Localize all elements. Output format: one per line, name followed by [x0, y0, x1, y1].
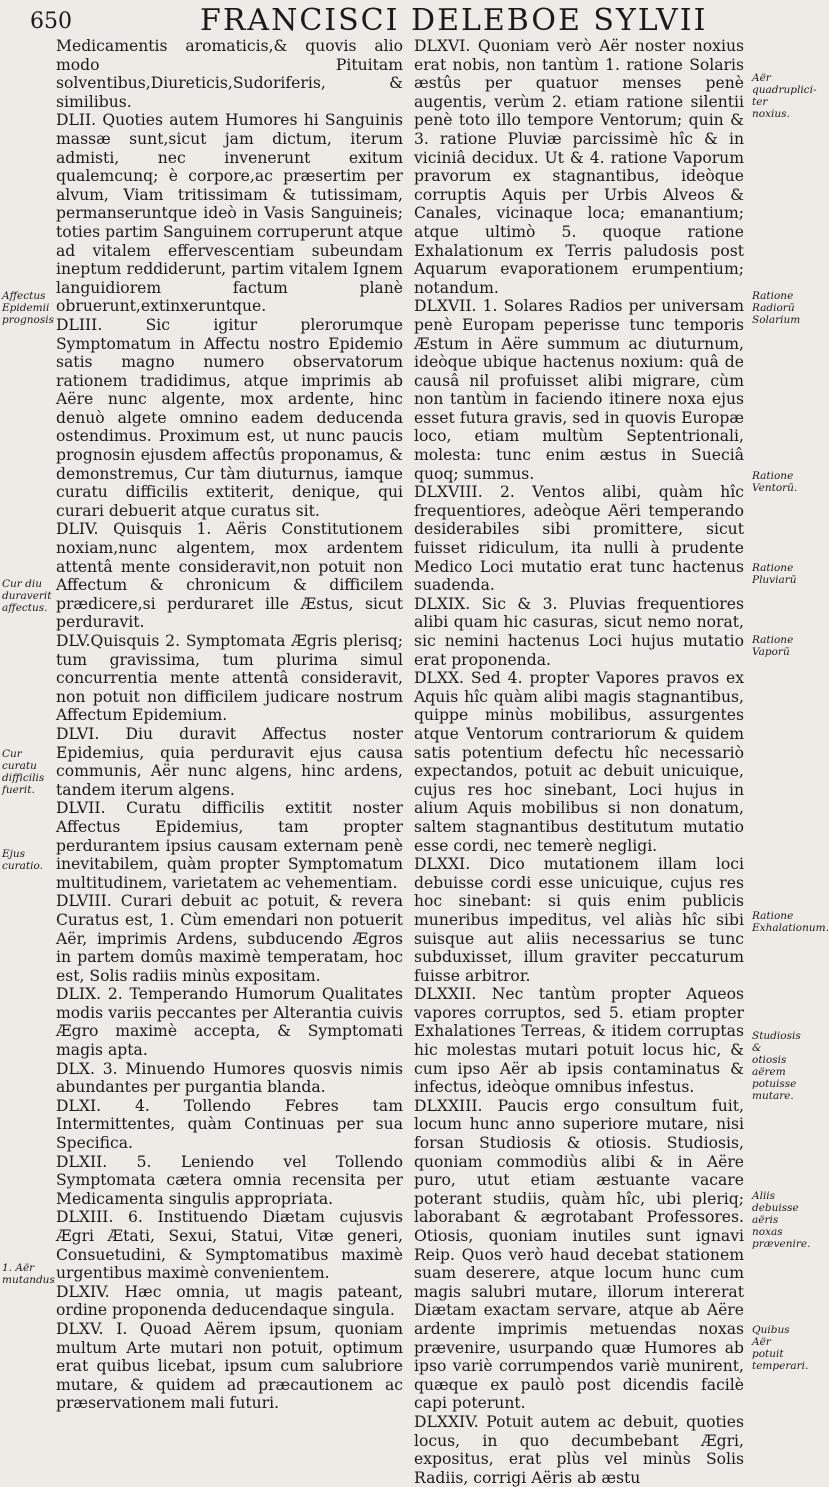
- paragraph: DLXVI. Quoniam verò Aër noster noxius erat nobis, non tantùm 1. ratione Solaris æstûs per quatuor menses penè augentis, verùm 2. etiam ratione silentii penè toto illo tempore Ventorum; quin & 3. ratione Pluviæ parcissimè hîc & in viciniâ decidux. Ut & 4. ratione Vaporum pravorum ex stagnantibus, ideòque corruptis Aquis per Urbis Alveos & Canales, vicinaque loca; emanantium; atque ultimò 5. quoque ratione Exhalationum ex Terris paludosis post Aquarum evaporationem erumpentium; notandum.: [414, 37, 744, 297]
- paragraph: DLXV. I. Quoad Aërem ipsum, quoniam multum Arte mutari non potuit, optimum erat quibus licebat, ipsum cum salubriore mutare, & quidem ad præcautionem ac præservationem mali futuri.: [56, 1319, 403, 1413]
- paragraph: DLXVIII. 2. Ventos alibi, quàm hîc frequentiores, adeòque Aëri temperando desiderabiles sibi promittere, sicut fuisset ridiculum, ita nulli à prudente Medico Loci mutatio erat tunc hactenus suadenda.: [414, 483, 744, 595]
- paragraph: DLXIII. 6. Instituendo Diætam cujusvis Ægri Ætati, Sexui, Statui, Vitæ generi, Consuetudini, & Symptomatibus maximè urgentibus maximè convenientem.: [56, 1208, 403, 1283]
- running-title: FRANCISCI DELEBOE SYLVII: [200, 3, 708, 38]
- margin-note: Quibus Aër potuit temperari.: [752, 1324, 809, 1372]
- paragraph: DLXI. 4. Tollendo Febres tam Intermittentes, quàm Continuas per sua Specifica.: [56, 1096, 403, 1153]
- margin-note: 1. Aër mutandus: [2, 1262, 55, 1286]
- paragraph: DLIX. 2. Temperando Humorum Qualitates modis variis peccantes per Alterantia cuivis Ægro maximè accepta, & Symptomati magis apta.: [56, 985, 403, 1060]
- margin-note: Ratione Radiorū Solarium: [752, 290, 801, 326]
- margin-note: Cur curatu difficilis fuerit.: [2, 748, 45, 796]
- margin-note: Ratione Ventorū.: [752, 470, 798, 494]
- margin-note: Studiosis & otiosis aërem potuisse mutare.: [752, 1030, 801, 1102]
- paragraph: DLVI. Diu duravit Affectus noster Epidemius, quia perduravit ejus causa communis, Aër nunc algens, hinc ardens, tandem iterum algens.: [56, 724, 403, 799]
- paragraph: DLXXI. Dico mutationem illam loci debuisse cordi esse unicuique, cujus res hoc sinebant: si quis enim publicis muneribus impeditus, vel aliàs hîc sibi suisque aut aliis necessarius se tunc subduxisset, illum graviter peccaturum fuisse arbitror.: [414, 855, 744, 985]
- paragraph: DLVII. Curatu difficilis extitit noster Affectus Epidemius, tam propter perdurantem ipsius causam externam penè inevitabilem, quàm propter Symptomatum multitudinem, varietatem ac vehementiam.: [56, 799, 403, 892]
- paragraph: DLVIII. Curari debuit ac potuit, & revera Curatus est, 1. Cùm emendari non potuerit Aër, imprimis Ardens, subducendo Ægros in partem domûs maximè temperatam, hoc est, Solis radiis minùs expositam.: [56, 892, 403, 985]
- margin-note: Cur diu duraverit affectus.: [2, 578, 52, 614]
- page-header: [30, 3, 780, 37]
- paragraph: DLXXII. Nec tantùm propter Aqueos vapores corruptos, sed 5. etiam propter Exhalationes Terreas, & itidem corruptas hic molestas mutari potuit locus hic, & cum ipso Aër ab ipsis contaminatus & infectus, ideòque omnibus infestus.: [414, 985, 744, 1097]
- page-number: 650: [30, 9, 72, 34]
- margin-note: Ratione Exhalationum.: [752, 910, 829, 934]
- left-column: [56, 37, 403, 1413]
- paragraph: DLXXIV. Potuit autem ac debuit, quoties locus, in quo decumbebant Ægri, expositus, erat plùs vel minùs Solis Radiis, corrigi Aëris ab æstu: [414, 1412, 744, 1487]
- paragraph: DLIV. Quisquis 1. Aëris Constitutionem noxiam,nunc algentem, mox ardentem attentâ mente consideravit,non potuit non Affectum & chronicum & difficilem prædicere,si perduraret ille Æstus, sicut perduravit.: [56, 520, 403, 632]
- right-column: [414, 37, 744, 1487]
- paragraph: DLXII. 5. Leniendo vel Tollendo Symptomata cætera omnia recensita per Medicamenta singulis appropriata.: [56, 1152, 403, 1208]
- margin-note: Affectus Epidemii prognosis: [2, 290, 55, 326]
- margin-note: Ratione Vaporū: [752, 634, 794, 658]
- paragraph: DLIII. Sic igitur plerorumque Symptomatum in Affectu nostro Epidemio satis magno numero observatorum rationem tradidimus, atque imprimis ab Aëre nunc algente, mox ardente, hinc denuò algete omnino eadem deducenda ostendimus. Proximum est, ut nunc paucis prognosin ejusdem affectûs proponamus, & demonstremus, Cur tàm diuturnus, iamque curatu difficilis extiterit, denique, qui curari debuerit atque curatus sit.: [56, 315, 403, 520]
- paragraph: DLV.Quisquis 2. Symptomata Ægris plerisq; tum gravissima, tum plurima simul concurrentia mente attentâ consideravit, non potuit non difficilem judicare nostrum Affectum Epidemium.: [56, 632, 403, 725]
- paragraph: Medicamentis aromaticis,& quovis alio modo Pituitam solventibus,Diureticis,Sudoriferis, & similibus.: [56, 37, 403, 111]
- paragraph: DLXIV. Hæc omnia, ut magis pateant, ordine proponenda deducendaque singula.: [56, 1282, 403, 1320]
- paragraph: DLII. Quoties autem Humores hi Sanguinis massæ sunt,sicut jam dictum, iterum admisti, nec invenerunt exitum qualemcunq; è corpore,ac præsertim per alvum, Viam tritissimam & tutissimam, permanseruntque ideò in Vasis Sanguineis; toties partim Sanguinem corruperunt atque ad vitalem effervescentiam subeundam ineptum reddiderunt, partim vitalem Ignem languidiorem factum planè obruerunt,extinxeruntque.: [56, 111, 403, 316]
- paragraph: DLXIX. Sic & 3. Pluvias frequentiores alibi quam hic casuras, sicut nemo norat, sic nemini hactenus Loci hujus mutatio erat proponenda.: [414, 594, 744, 669]
- margin-note: Aliis debuisse aëris noxas prævenire.: [752, 1190, 811, 1250]
- margin-note: Aër quadrupliciter noxius.: [752, 72, 817, 120]
- margin-note: Ejus curatio.: [2, 848, 43, 872]
- paragraph: DLXX. Sed 4. propter Vapores pravos ex Aquis hîc quàm alibi magis stagnantibus, quippe minùs mobilibus, assurgentes atque Ventorum contrariorum & quidem satis potentium defectu hîc necessariò expectandos, potuit ac debuit unicuique, cujus res hoc sinebant, Loci hujus in alium Aquis mobilibus si non donatum, saltem stagnantibus destitutum mutatio esse cordi, nec temerè negligi.: [414, 669, 744, 855]
- paragraph: DLXVII. 1. Solares Radios per universam penè Europam peperisse tunc temporis Æstum in Aëre summum ac diuturnum, ideòque ubique hactenus noxium: quâ de causâ nil profuisset alibi migrare, cùm non tantùm in faciendo itinere noxa ejus esset futura gravis, sed in quovis Europæ loco, etiam multùm Septentrionali, molesta: tunc enim æstus in Sueciâ quoq; summus.: [414, 297, 744, 483]
- paragraph: DLXXIII. Paucis ergo consultum fuit, locum hunc anno superiore mutare, nisi forsan Studiosis & otiosis. Studiosis, quoniam commodiùs alibi & in Aëre puro, utut etiam æstuante vacare poterant studiis, quàm hîc, ubi pleriq; laborabant & ægrotabant Professores. Otiosis, quoniam inutiles sunt ignavi Reip. Quos verò haud decebat stationem suam deserere, atque locum hunc cum magis salubri mutare, illorum intererat Diætam exactam servare, atque ab Aëre ardente imprimis metuendas noxas prævenire, usurpando quæ Humores ab ipso variè corrumpendos variè munirent, quæque ex paulò post dicendis facilè capi poterunt.: [414, 1096, 744, 1413]
- paragraph: DLX. 3. Minuendo Humores quosvis nimis abundantes per purgantia blanda.: [56, 1059, 403, 1097]
- margin-note: Ratione Pluviarū: [752, 562, 797, 586]
